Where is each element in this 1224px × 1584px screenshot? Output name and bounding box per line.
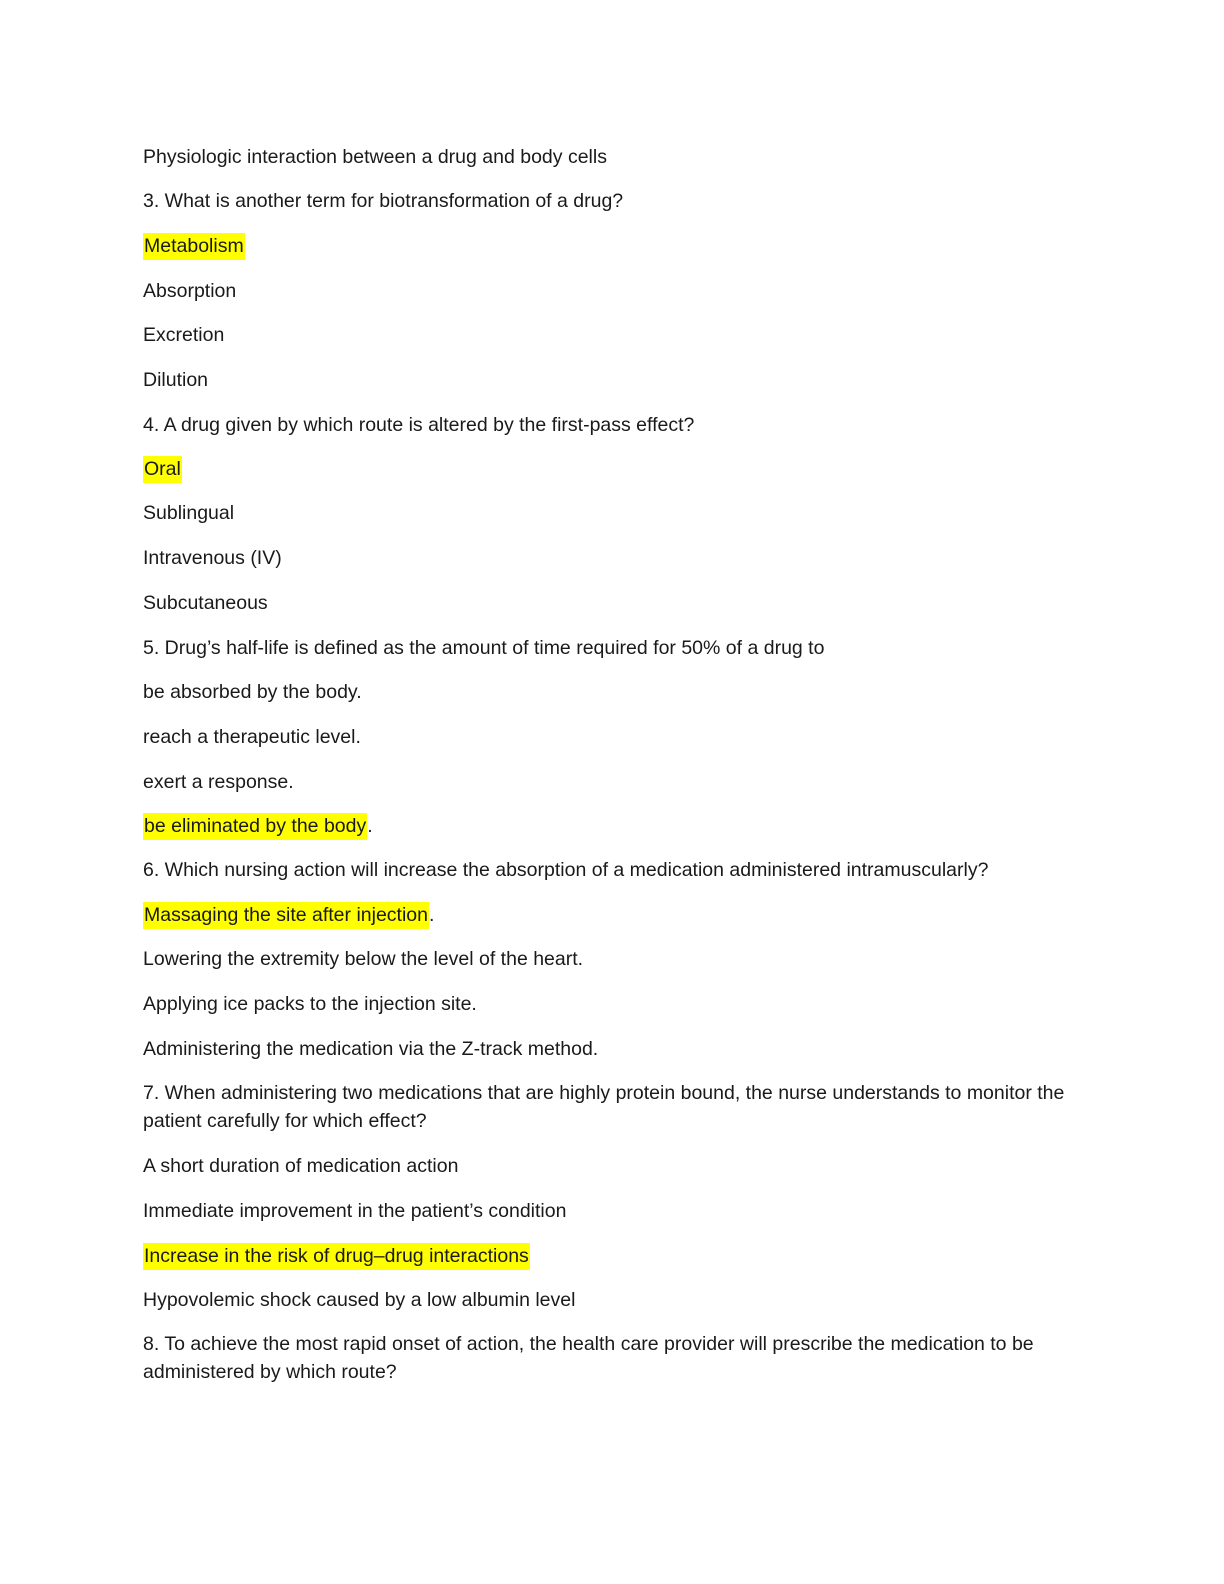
q7-option-2: Immediate improvement in the patient’s condition [143,1200,567,1222]
q6-option-1 [143,901,1083,929]
q7-option-4: Hypovolemic shock caused by a low albumin level [143,1289,576,1311]
q6-option-3: Applying ice packs to the injection site. [143,993,477,1015]
q5-option-1: be absorbed by the body. [143,681,362,703]
question-5-prompt: 5. Drug’s half-life is defined as the amount of time required for 50% of a drug to [143,637,825,659]
question-4-prompt: 4. A drug given by which route is altered by the first-pass effect? [143,414,695,436]
q5-option-4 [143,812,1083,840]
question-8-prompt: 8. To achieve the most rapid onset of action, the health care provider will prescribe the medication to be administered by which route? [143,1333,1034,1383]
q7-answer-highlight: Increase in the risk of drug–drug interactions [143,1243,530,1270]
q3-answer-highlight: Metabolism [143,233,245,260]
q5-option-3: exert a response. [143,771,294,793]
q3-option-3: Excretion [143,324,225,346]
q7-option-3 [143,1242,1083,1270]
question-3-prompt: 3. What is another term for biotransformation of a drug? [143,190,624,212]
q4-option-1 [143,455,1083,483]
q7-option-1: A short duration of medication action [143,1155,459,1177]
q6-option-2: Lowering the extremity below the level of the heart. [143,948,584,970]
q4-option-3: Intravenous (IV) [143,547,282,569]
q3-option-4: Dilution [143,369,209,391]
q3-option-1 [143,232,1083,260]
q5-answer-highlight: be eliminated by the body [143,813,367,840]
question-7-prompt: 7. When administering two medications that are highly protein bound, the nurse understands to monitor the patient carefully for which effect? [143,1082,1065,1132]
q2-option-text: Physiologic interaction between a drug and body cells [143,146,607,168]
q5-option-4-suffix: . [367,815,373,837]
question-6-prompt: 6. Which nursing action will increase the absorption of a medication administered intramuscularly? [143,859,989,881]
q3-option-2: Absorption [143,280,237,302]
q6-option-4: Administering the medication via the Z-track method. [143,1038,599,1060]
q6-option-1-suffix: . [429,904,435,926]
q4-answer-highlight: Oral [143,456,182,483]
q4-option-2: Sublingual [143,502,235,524]
q4-option-4: Subcutaneous [143,592,268,614]
q6-answer-highlight: Massaging the site after injection [143,902,429,929]
q5-option-2: reach a therapeutic level. [143,726,361,748]
